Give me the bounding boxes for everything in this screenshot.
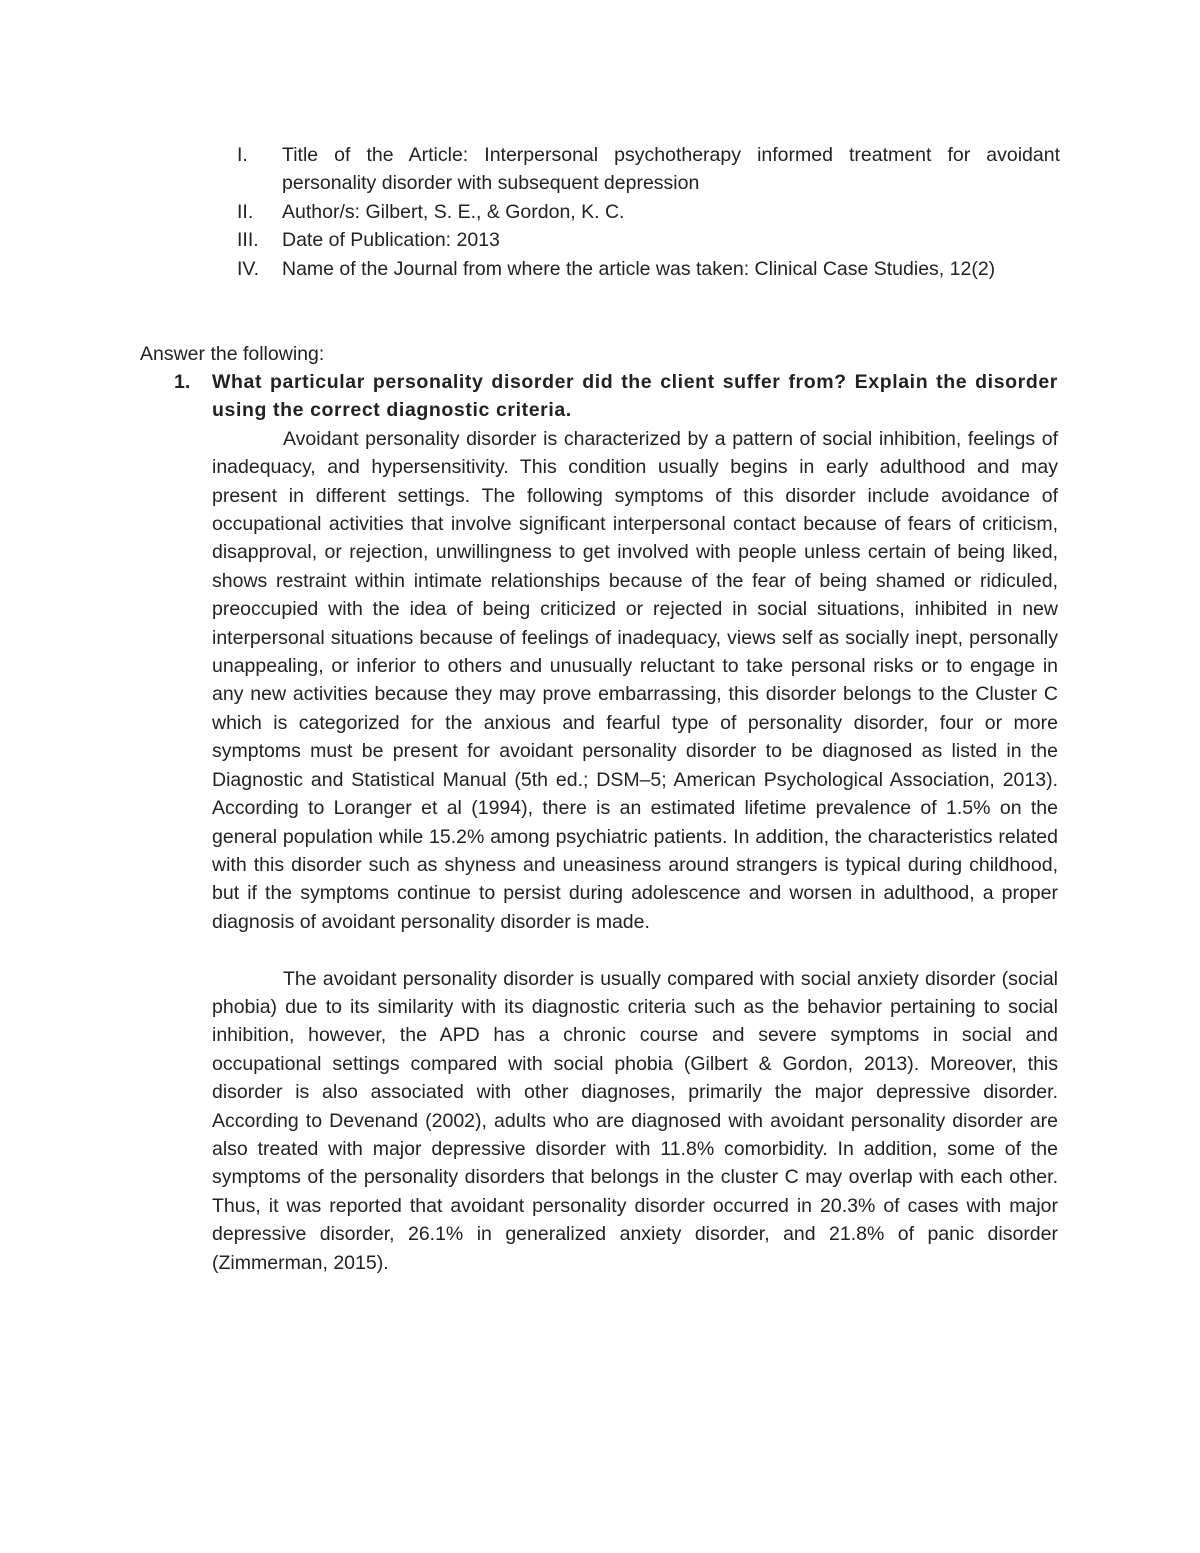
article-date-text: Date of Publication: 2013 [282, 229, 500, 252]
list-numeral: IV. [237, 257, 260, 280]
article-title-item [140, 141, 1060, 198]
article-date-item [140, 226, 1060, 254]
list-numeral: III. [237, 229, 259, 252]
answer-paragraph-2: The avoidant personality disorder is usually compared with social anxiety disorder (social phobia) due to its similarity with its diagnostic criteria such as the behavior pertaining to social inhibition, however, the APD has a chronic course and severe symptoms in social and occupational settings compared with social phobia (Gilbert & Gordon, 2013). Moreover, this disorder is also associated with other diagnoses, primarily the major depressive disorder. According to Devenand (2002), adults who are diagnosed with avoidant personality disorder are also treated with major depressive disorder with 11.8% comorbidity. In addition, some of the symptoms of the personality disorders that belongs in the cluster C may overlap with each other. Thus, it was reported that avoidant personality disorder occurred in 20.3% of cases with major depressive disorder, 26.1% in generalized anxiety disorder, and 21.8% of panic disorder (Zimmerman, 2015). [212, 967, 1058, 1274]
instructions-heading: Answer the following: [140, 343, 325, 365]
question-number: 1. [174, 371, 191, 393]
question-text: What particular personality disorder did the client suffer from? Explain the disorder using the correct diagnostic criteria. [212, 371, 1058, 422]
article-journal-item [140, 255, 1060, 283]
list-numeral: I. [237, 144, 248, 166]
question-block [174, 368, 1058, 1277]
article-authors-text: Author/s: Gilbert, S. E., & Gordon, K. C. [282, 200, 625, 223]
article-title-text: Title of the Article: Interpersonal psychotherapy informed treatment for avoidant personality disorder with subsequent depression [282, 144, 1060, 195]
list-numeral: II. [237, 200, 254, 223]
answer-paragraph-1: Avoidant personality disorder is characterized by a pattern of social inhibition, feelings of inadequacy, and hypersensitivity. This condition usually begins in early adulthood and may present in different settings. The following symptoms of this disorder include avoidance of occupational activities that involve significant interpersonal contact because of fears of criticism, disapproval, or rejection, unwillingness to get involved with people unless certain of being liked, shows restraint within intimate relationships because of the fear of being shamed or ridiculed, preoccupied with the idea of being criticized or rejected in social situations, inhibited in new interpersonal situations because of feelings of inadequacy, views self as socially inept, personally unappealing, or inferior to others and unusually reluctant to take personal risks or to engage in any new activities because they may prove embarrassing, this disorder belongs to the Cluster C which is categorized for the anxious and fearful type of personality disorder, four or more symptoms must be present for avoidant personality disorder to be diagnosed as listed in the Diagnostic and Statistical Manual (5th ed.; DSM–5; American Psychological Association, 2013). According to Loranger et al (1994), there is an estimated lifetime prevalence of 1.5% on the general population while 15.2% among psychiatric patients. In addition, the characteristics related with this disorder such as shyness and uneasiness around strangers is typical during childhood, but if the symptoms continue to persist during adolescence and worsen in adulthood, a proper diagnosis of avoidant personality disorder is made. [212, 427, 1058, 933]
article-info-list [140, 141, 1060, 283]
article-authors-item [140, 198, 1060, 226]
article-journal-text: Name of the Journal from where the article was taken: Clinical Case Studies, 12(2) [282, 257, 996, 280]
